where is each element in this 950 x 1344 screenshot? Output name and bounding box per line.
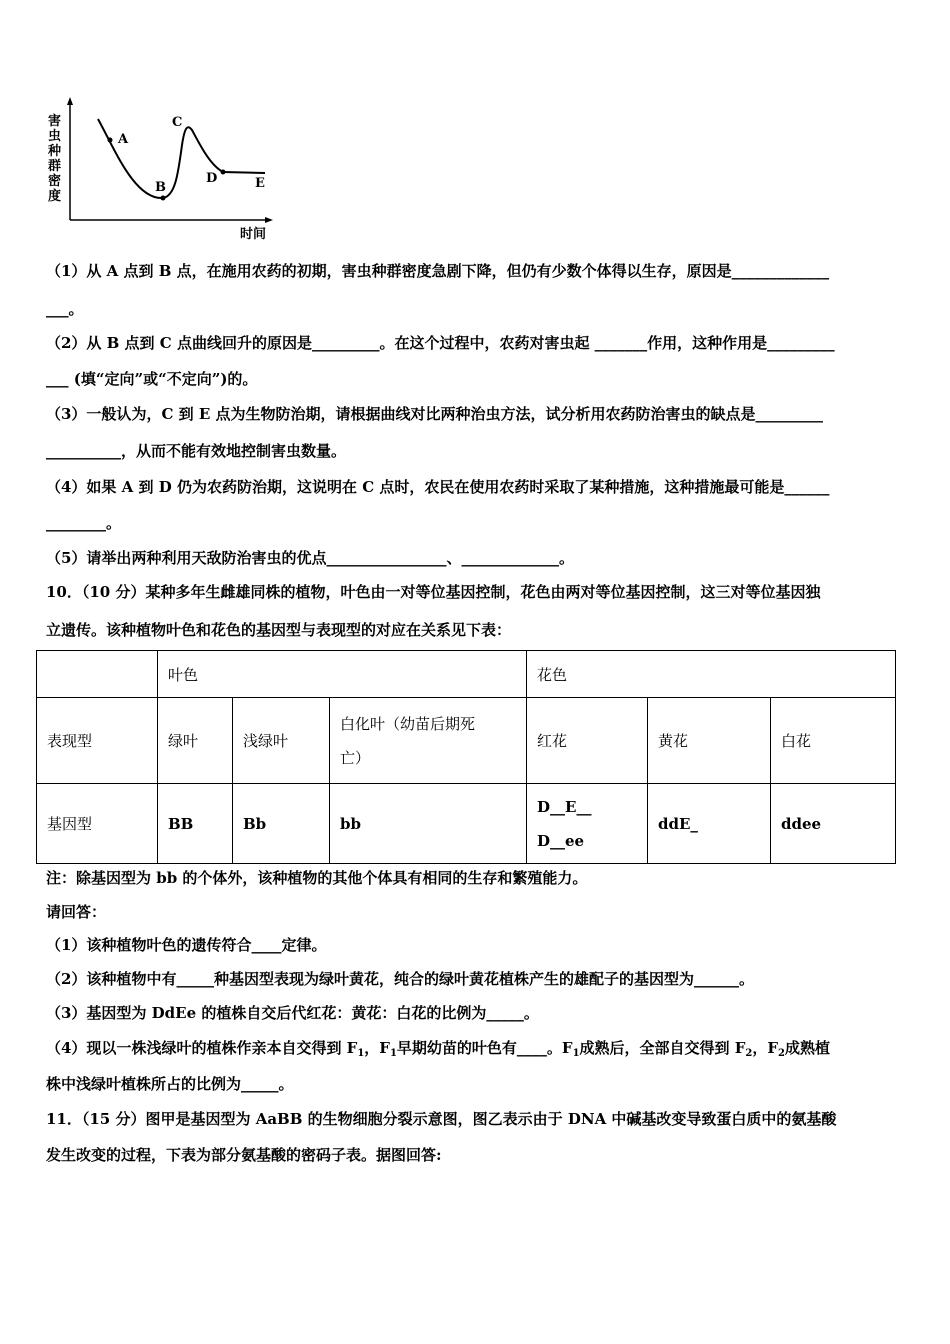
x-axis-label: 时间 <box>240 227 267 242</box>
genotype-bb-lower: bb <box>330 784 527 864</box>
y-axis-label-5: 密 <box>48 174 62 189</box>
genotype-yellow: ddE_ <box>648 784 771 864</box>
q9-part3-line2: __________，从而不能有效地控制害虫数量。 <box>46 442 347 460</box>
red-flower: 红花 <box>527 698 648 784</box>
y-axis-label-2: 虫 <box>48 129 62 144</box>
q9-part1-line2: ___。 <box>46 300 84 318</box>
q9-part4-line2: ________。 <box>46 514 122 532</box>
q10-intro-line2: 立遗传。该种植物叶色和花色的基因型与表现型的对应在关系见下表： <box>46 621 512 639</box>
point-c-label: C <box>172 115 183 130</box>
genotype-white: ddee <box>771 784 896 864</box>
y-axis-label-4: 群 <box>48 159 62 174</box>
q10-intro-line1: 10．（10 分）某种多年生雌雄同株的植物，叶色由一对等位基因控制，花色由两对等位基因控制，这三对等位基因独 <box>46 583 821 601</box>
q10-note: 注：除基因型为 bb 的个体外，该种植物的其他个体具有相同的生存和繁殖能力。 <box>46 869 588 887</box>
genotype-phenotype-table <box>36 650 896 864</box>
density-curve <box>98 119 265 198</box>
q11-line1: 11．（15 分）图甲是基因型为 AaBB 的生物细胞分裂示意图，图乙表示由于 DNA 中碱基改变导致蛋白质中的氨基酸 <box>46 1110 837 1128</box>
y-axis-label-3: 种 <box>48 144 62 159</box>
white-flower: 白花 <box>771 698 896 784</box>
genotype-bb-hetero: Bb <box>233 784 330 864</box>
q10-sub4-line2: 株中浅绿叶植株所占的比例为_____。 <box>46 1075 294 1093</box>
q10-sub4-line1: （4）现以一株浅绿叶的植株作亲本自交得到 $F_1$，$F_1$早期幼苗的叶色有____。$F_1$成熟后，全部自交得到 $F_2$，$F_2$成熟植 <box>46 1039 831 1059</box>
flower-color-header: 花色 <box>527 651 896 698</box>
y-axis-label-6: 度 <box>48 189 62 204</box>
q10-sub1: （1）该种植物叶色的遗传符合____定律。 <box>46 936 327 954</box>
yellow-flower: 黄花 <box>648 698 771 784</box>
x-axis-arrow <box>265 217 273 223</box>
green-leaf: 绿叶 <box>158 698 233 784</box>
y-axis-label-1: 害 <box>48 114 62 129</box>
genotype-red: D__E__ D__ee <box>527 784 648 864</box>
point-a-dot <box>108 138 113 143</box>
albino-leaf: 白化叶（幼苗后期死 亡） <box>330 698 527 784</box>
phenotype-label: 表现型 <box>37 698 158 784</box>
point-b-dot <box>161 196 166 201</box>
leaf-color-header: 叶色 <box>158 651 527 698</box>
q9-part5: （5）请举出两种利用天敌防治害虫的优点________________、_____________。 <box>46 549 574 567</box>
point-a-label: A <box>118 132 129 147</box>
population-density-figure <box>40 95 280 245</box>
genotype-label: 基因型 <box>37 784 158 864</box>
point-b-label: B <box>155 180 166 195</box>
q9-part3-line1: （3）一般认为，C 到 E 点为生物防治期，请根据曲线对比两种治虫方法，试分析用农药防治害虫的缺点是_________ <box>46 405 823 423</box>
point-d-label: D <box>206 171 218 186</box>
q9-part2-line1: （2）从 B 点到 C 点曲线回升的原因是_________。在这个过程中，农药对害虫起 _______作用，这种作用是_________ <box>46 334 835 352</box>
point-e-label: E <box>255 176 265 191</box>
genotype-bb-upper: BB <box>158 784 233 864</box>
point-d-dot <box>221 170 226 175</box>
q10-ask: 请回答： <box>46 903 107 921</box>
q9-part4-line1: （4）如果 A 到 D 仍为农药防治期，这说明在 C 点时，农民在使用农药时采取了某种措施，这种措施最可能是______ <box>46 478 830 496</box>
y-axis-arrow <box>67 97 73 105</box>
light-green-leaf: 浅绿叶 <box>233 698 330 784</box>
q9-part2-line2: ___ (填“定向”或“不定向”)的。 <box>46 370 258 388</box>
q11-line2: 发生改变的过程，下表为部分氨基酸的密码子表。据图回答: <box>46 1146 442 1164</box>
q9-part1-line1: （1）从 A 点到 B 点，在施用农药的初期，害虫种群密度急剧下降，但仍有少数个体得以生存，原因是_____________ <box>46 262 830 280</box>
q10-sub3: （3）基因型为 DdEe 的植株自交后代红花：黄花：白花的比例为_____。 <box>46 1004 539 1022</box>
q10-sub2: （2）该种植物中有_____种基因型表现为绿叶黄花，纯合的绿叶黄花植株产生的雄配子的基因型为______。 <box>46 970 754 988</box>
